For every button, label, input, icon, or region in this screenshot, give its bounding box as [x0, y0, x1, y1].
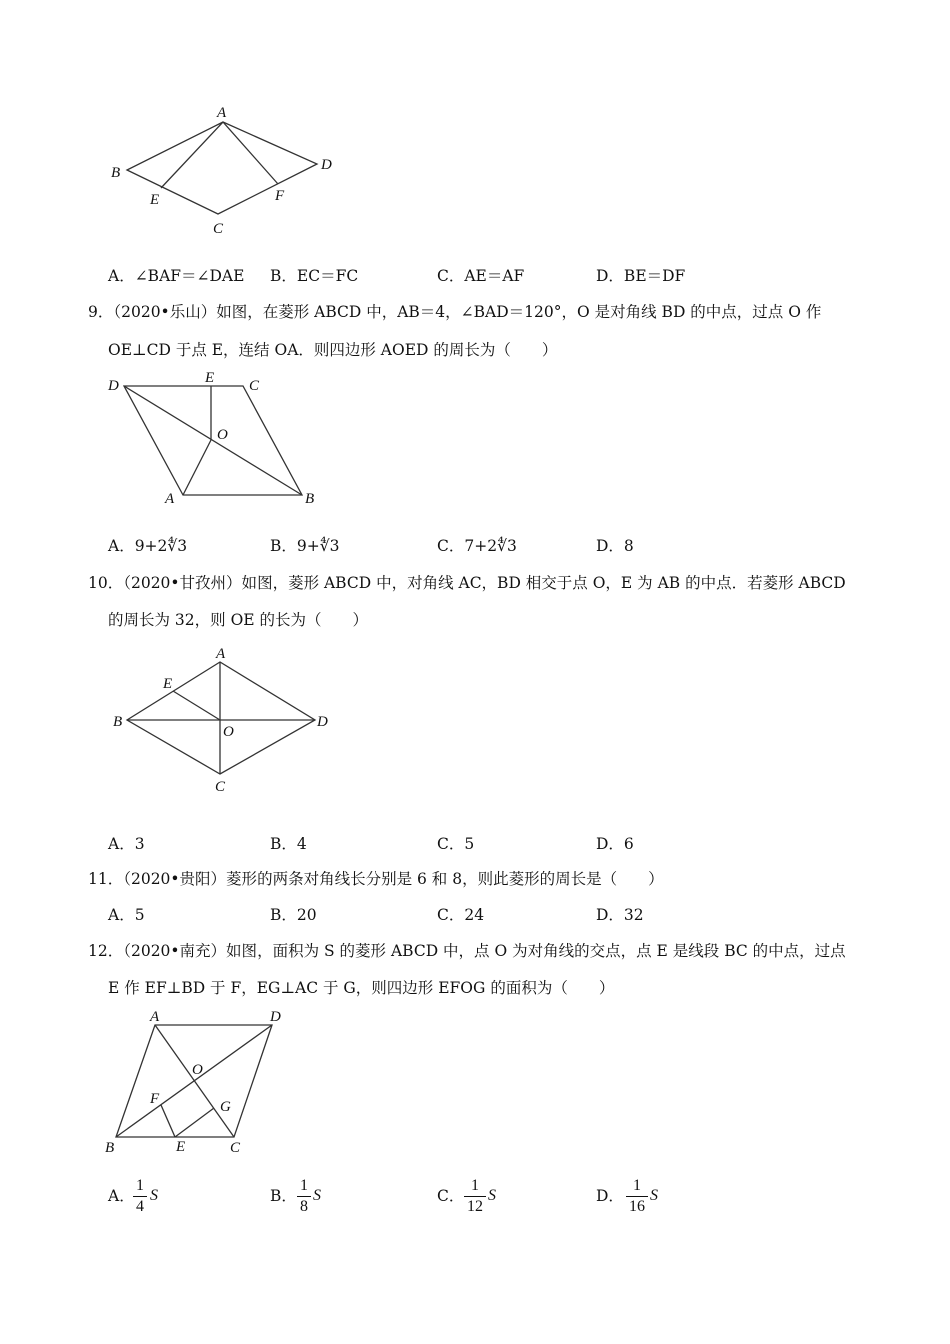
q12-option-b-var: S	[313, 1187, 321, 1204]
label-f: F	[275, 188, 285, 204]
label-b: B	[105, 1140, 115, 1156]
segment-eo	[173, 691, 220, 720]
q12-option-c-letter: C．	[437, 1187, 465, 1205]
q12-option-c-fraction	[464, 1177, 486, 1216]
q12-option-d-letter: D．	[596, 1187, 624, 1205]
label-e: E	[205, 370, 215, 386]
q12-stem-line2: E 作 EF⊥BD 于 F，EG⊥AC 于 G，则四边形 EFOG 的面积为（ ）	[108, 979, 615, 997]
label-d: D	[317, 714, 328, 730]
q8-option-c[interactable]: C．AE＝AF	[437, 267, 525, 285]
q8-option-a[interactable]: A．∠BAF＝∠DAE	[108, 267, 245, 285]
rhombus-abcd	[127, 662, 315, 774]
q10-stem-line1: 10．（2020•甘孜州）如图，菱形 ABCD 中，对角线 AC，BD 相交于点 O，E 为 AB 的中点．若菱形 ABCD	[88, 574, 846, 592]
q9-option-d[interactable]: D．8	[596, 537, 634, 555]
diagonal-db	[124, 386, 302, 495]
label-c: C	[213, 221, 224, 237]
q10-option-c[interactable]: C．5	[437, 835, 475, 853]
fraction-numerator: 1	[633, 1177, 641, 1194]
label-b: B	[113, 714, 123, 730]
label-g: G	[220, 1099, 231, 1115]
figure-q12	[100, 1005, 300, 1160]
q11-stem-line1: 11．（2020•贵阳）菱形的两条对角线长分别是 6 和 8，则此菱形的周长是（ ）	[88, 870, 664, 888]
q12-stem-line1: 12．（2020•南充）如图，面积为 S 的菱形 ABCD 中，点 O 为对角线的交点，点 E 是线段 BC 的中点，过点	[88, 942, 846, 960]
q12-option-a-var: S	[150, 1187, 158, 1204]
label-o: O	[217, 427, 228, 443]
label-b: B	[111, 165, 121, 181]
figure-q8	[105, 100, 345, 240]
label-a: A	[165, 491, 175, 507]
fraction-denominator: 12	[467, 1198, 483, 1215]
label-a: A	[216, 646, 226, 662]
fraction-denominator: 16	[629, 1198, 645, 1215]
segment-af	[223, 122, 278, 184]
label-d: D	[321, 157, 332, 173]
label-d: D	[108, 378, 119, 394]
fraction-denominator: 8	[300, 1198, 308, 1215]
q9-option-b[interactable]: B．9+∜3	[270, 537, 340, 555]
label-c: C	[215, 779, 226, 795]
fraction-numerator: 1	[471, 1177, 479, 1194]
figure-q10	[105, 640, 345, 795]
q12-option-d-var: S	[650, 1187, 658, 1204]
label-e: E	[163, 676, 173, 692]
segment-ef	[161, 1105, 175, 1137]
fraction-bar	[133, 1196, 147, 1197]
q9-option-c[interactable]: C．7+2∜3	[437, 537, 517, 555]
fraction-numerator: 1	[136, 1177, 144, 1194]
label-f: F	[150, 1091, 160, 1107]
segment-ae	[161, 122, 223, 188]
q12-option-a-fraction	[133, 1177, 147, 1216]
label-o: O	[223, 724, 234, 740]
label-c: C	[249, 378, 260, 394]
label-o: O	[192, 1062, 203, 1078]
q11-option-b[interactable]: B．20	[270, 906, 317, 924]
segment-eg	[175, 1108, 214, 1137]
q8-option-b[interactable]: B．EC＝FC	[270, 267, 359, 285]
q12-option-c-var: S	[488, 1187, 496, 1204]
fraction-bar	[626, 1196, 648, 1197]
q11-option-a[interactable]: A．5	[108, 906, 145, 924]
q9-option-a[interactable]: A．9+2∜3	[108, 537, 188, 555]
q9-stem-line1: 9．（2020•乐山）如图，在菱形 ABCD 中，AB＝4，∠BAD＝120°，O 是对角线 BD 的中点，过点 O 作	[88, 303, 822, 321]
fraction-numerator: 1	[300, 1177, 308, 1194]
fraction-denominator: 4	[136, 1198, 144, 1215]
diagonal-ac	[155, 1025, 234, 1137]
q12-option-a-letter: A．	[108, 1187, 135, 1205]
label-a: A	[217, 105, 227, 121]
q10-option-d[interactable]: D．6	[596, 835, 634, 853]
label-e: E	[176, 1139, 186, 1155]
figure-q9	[100, 368, 330, 513]
label-b: B	[305, 491, 315, 507]
q8-option-d[interactable]: D．BE＝DF	[596, 267, 686, 285]
q10-option-a[interactable]: A．3	[108, 835, 145, 853]
q9-stem-line2: OE⊥CD 于点 E，连结 OA．则四边形 AOED 的周长为（ ）	[108, 341, 558, 359]
label-e: E	[150, 192, 160, 208]
segment-oa	[183, 440, 211, 495]
q12-option-d-fraction	[626, 1177, 648, 1216]
q11-option-c[interactable]: C．24	[437, 906, 485, 924]
q11-option-d[interactable]: D．32	[596, 906, 644, 924]
label-d: D	[270, 1009, 281, 1025]
label-a: A	[150, 1009, 160, 1025]
q12-option-b-letter: B．	[270, 1187, 297, 1205]
label-c: C	[230, 1140, 241, 1156]
q12-option-b-fraction	[297, 1177, 311, 1216]
q10-stem-line2: 的周长为 32，则 OE 的长为（ ）	[108, 611, 369, 629]
fraction-bar	[297, 1196, 311, 1197]
q10-option-b[interactable]: B．4	[270, 835, 307, 853]
fraction-bar	[464, 1196, 486, 1197]
